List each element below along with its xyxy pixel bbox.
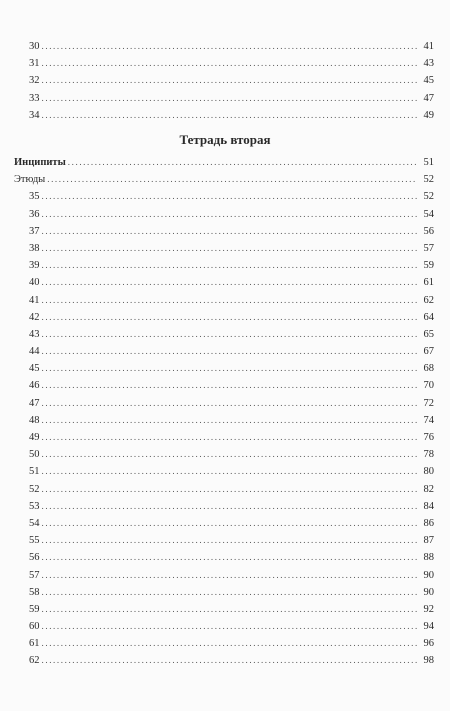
toc-row <box>14 618 434 635</box>
toc-entry-label: 37 <box>29 225 40 237</box>
toc-page-number: 72 <box>423 397 434 409</box>
toc-entry-label: 62 <box>29 655 40 667</box>
toc-row <box>14 343 434 360</box>
dot-leader <box>42 274 418 291</box>
toc-page-number: 47 <box>423 92 434 104</box>
toc-entry-label: 56 <box>29 552 40 564</box>
toc-row <box>14 635 434 652</box>
dot-leader <box>42 635 418 652</box>
toc-entry-label: 40 <box>29 277 40 289</box>
toc-row <box>14 481 434 498</box>
toc-page-number: 96 <box>423 638 434 650</box>
dot-leader <box>47 171 417 188</box>
toc-row <box>14 38 434 55</box>
toc-entry-label: 41 <box>29 294 40 306</box>
toc-entry-label: 60 <box>29 621 40 633</box>
toc-entry-label: 30 <box>29 41 40 52</box>
dot-leader <box>42 107 418 124</box>
toc-page-number: 74 <box>423 414 434 426</box>
toc-page-number: 56 <box>423 225 434 237</box>
toc-page-number: 90 <box>423 586 434 598</box>
dot-leader <box>42 549 418 566</box>
dot-leader <box>42 223 418 240</box>
dot-leader <box>42 446 418 463</box>
toc-entry-label: 42 <box>29 311 40 323</box>
toc-page-number: 59 <box>423 260 434 272</box>
dot-leader <box>42 257 418 274</box>
dot-leader <box>42 240 418 257</box>
dot-leader <box>42 567 418 584</box>
toc-entry-label: 34 <box>29 109 40 121</box>
toc-list-main <box>14 154 434 670</box>
toc-row <box>14 107 434 124</box>
dot-leader <box>42 429 418 446</box>
dot-leader <box>42 292 418 309</box>
dot-leader <box>42 584 418 601</box>
toc-row <box>14 463 434 480</box>
toc-row <box>14 446 434 463</box>
toc-entry-label: 31 <box>29 58 40 70</box>
toc-page-number: 86 <box>423 517 434 529</box>
toc-page-number: 68 <box>423 363 434 375</box>
toc-page-number: 54 <box>423 208 434 220</box>
toc-entry-label: 53 <box>29 500 40 512</box>
toc-row <box>14 90 434 107</box>
dot-leader <box>42 72 418 89</box>
toc-row <box>14 515 434 532</box>
toc-entry-label: 55 <box>29 535 40 547</box>
dot-leader <box>42 515 418 532</box>
dot-leader <box>42 377 418 394</box>
toc-row <box>14 326 434 343</box>
dot-leader <box>42 206 418 223</box>
toc-page-number: 84 <box>423 500 434 512</box>
toc-page-number: 49 <box>423 109 434 121</box>
toc-row <box>14 652 434 669</box>
dot-leader <box>42 652 418 669</box>
toc-entry-label: Этюды <box>14 174 46 186</box>
toc-entry-label: 49 <box>29 432 40 443</box>
dot-leader <box>42 90 418 107</box>
toc-row <box>14 55 434 72</box>
toc-page-number: 98 <box>423 655 434 667</box>
toc-page-number: 51 <box>423 157 434 168</box>
toc-row <box>14 412 434 429</box>
toc-row <box>14 549 434 566</box>
toc-row <box>14 395 434 412</box>
toc-page-number: 90 <box>423 569 434 581</box>
dot-leader <box>42 188 418 205</box>
toc-page-number: 70 <box>423 380 434 392</box>
toc-row <box>14 240 434 257</box>
toc-entry-label: 47 <box>29 397 40 409</box>
toc-page-number: 67 <box>423 346 434 358</box>
dot-leader <box>42 309 418 326</box>
dot-leader <box>42 343 418 360</box>
toc-entry-label: 33 <box>29 92 40 104</box>
toc-entry-label: 50 <box>29 449 40 461</box>
toc-row <box>14 188 434 205</box>
toc-row <box>14 274 434 291</box>
dot-leader <box>42 412 418 429</box>
toc-page-number: 57 <box>423 242 434 254</box>
toc-page-number: 52 <box>423 174 434 186</box>
toc-row <box>14 223 434 240</box>
dot-leader <box>42 463 418 480</box>
dot-leader <box>68 154 417 171</box>
toc-entry-label: 61 <box>29 638 40 650</box>
toc-entry-label: 45 <box>29 363 40 375</box>
toc-entry-label: 43 <box>29 328 40 340</box>
toc-row <box>14 360 434 377</box>
toc-row <box>14 567 434 584</box>
toc-page-number: 92 <box>423 603 434 615</box>
dot-leader <box>42 55 418 72</box>
dot-leader <box>42 481 418 498</box>
toc-row <box>14 72 434 89</box>
toc-entry-label: 44 <box>29 346 40 358</box>
toc-entry-label: 48 <box>29 414 40 426</box>
toc-entry-label: 32 <box>29 75 40 87</box>
toc-row <box>14 309 434 326</box>
toc-entry-label: 35 <box>29 191 40 203</box>
toc-entry-label: 57 <box>29 569 40 581</box>
toc-row <box>14 429 434 446</box>
toc-row <box>14 601 434 618</box>
toc-entry-label: 38 <box>29 242 40 254</box>
toc-page-number: 61 <box>423 277 434 289</box>
toc-page-number: 88 <box>423 552 434 564</box>
toc-entry-label: 39 <box>29 260 40 272</box>
dot-leader <box>42 326 418 343</box>
toc-page-number: 87 <box>423 535 434 547</box>
dot-leader <box>42 601 418 618</box>
toc-row <box>14 498 434 515</box>
toc-page-number: 41 <box>423 41 434 52</box>
toc-page-number: 76 <box>423 432 434 443</box>
toc-entry-label: 58 <box>29 586 40 598</box>
toc-row <box>14 171 434 188</box>
toc-entry-label: 52 <box>29 483 40 495</box>
toc-entry-label: 46 <box>29 380 40 392</box>
toc-row <box>14 377 434 394</box>
dot-leader <box>42 498 418 515</box>
dot-leader <box>42 360 418 377</box>
toc-page-number: 82 <box>423 483 434 495</box>
toc-row <box>14 292 434 309</box>
toc-page-number: 78 <box>423 449 434 461</box>
dot-leader <box>42 395 418 412</box>
toc-entry-label: 36 <box>29 208 40 220</box>
toc-page-number: 62 <box>423 294 434 306</box>
toc-page-number: 80 <box>423 466 434 478</box>
toc-page-number: 52 <box>423 191 434 203</box>
toc-row <box>14 154 434 171</box>
toc-page-number: 64 <box>423 311 434 323</box>
toc-entry-label: 54 <box>29 517 40 529</box>
toc-row <box>14 532 434 549</box>
section-title: Тетрадь вторая <box>179 132 271 147</box>
toc-page-number: 43 <box>423 58 434 70</box>
dot-leader <box>42 38 418 55</box>
toc-row <box>14 206 434 223</box>
dot-leader <box>42 618 418 635</box>
toc-entry-label: Инципиты <box>14 157 66 168</box>
toc-list-top <box>14 38 434 124</box>
toc-row <box>14 257 434 274</box>
toc-page-number: 94 <box>423 621 434 633</box>
dot-leader <box>42 532 418 549</box>
toc-entry-label: 51 <box>29 466 40 478</box>
toc-row <box>14 584 434 601</box>
toc-entry-label: 59 <box>29 603 40 615</box>
toc-page-number: 45 <box>423 75 434 87</box>
toc-page-number: 65 <box>423 328 434 340</box>
